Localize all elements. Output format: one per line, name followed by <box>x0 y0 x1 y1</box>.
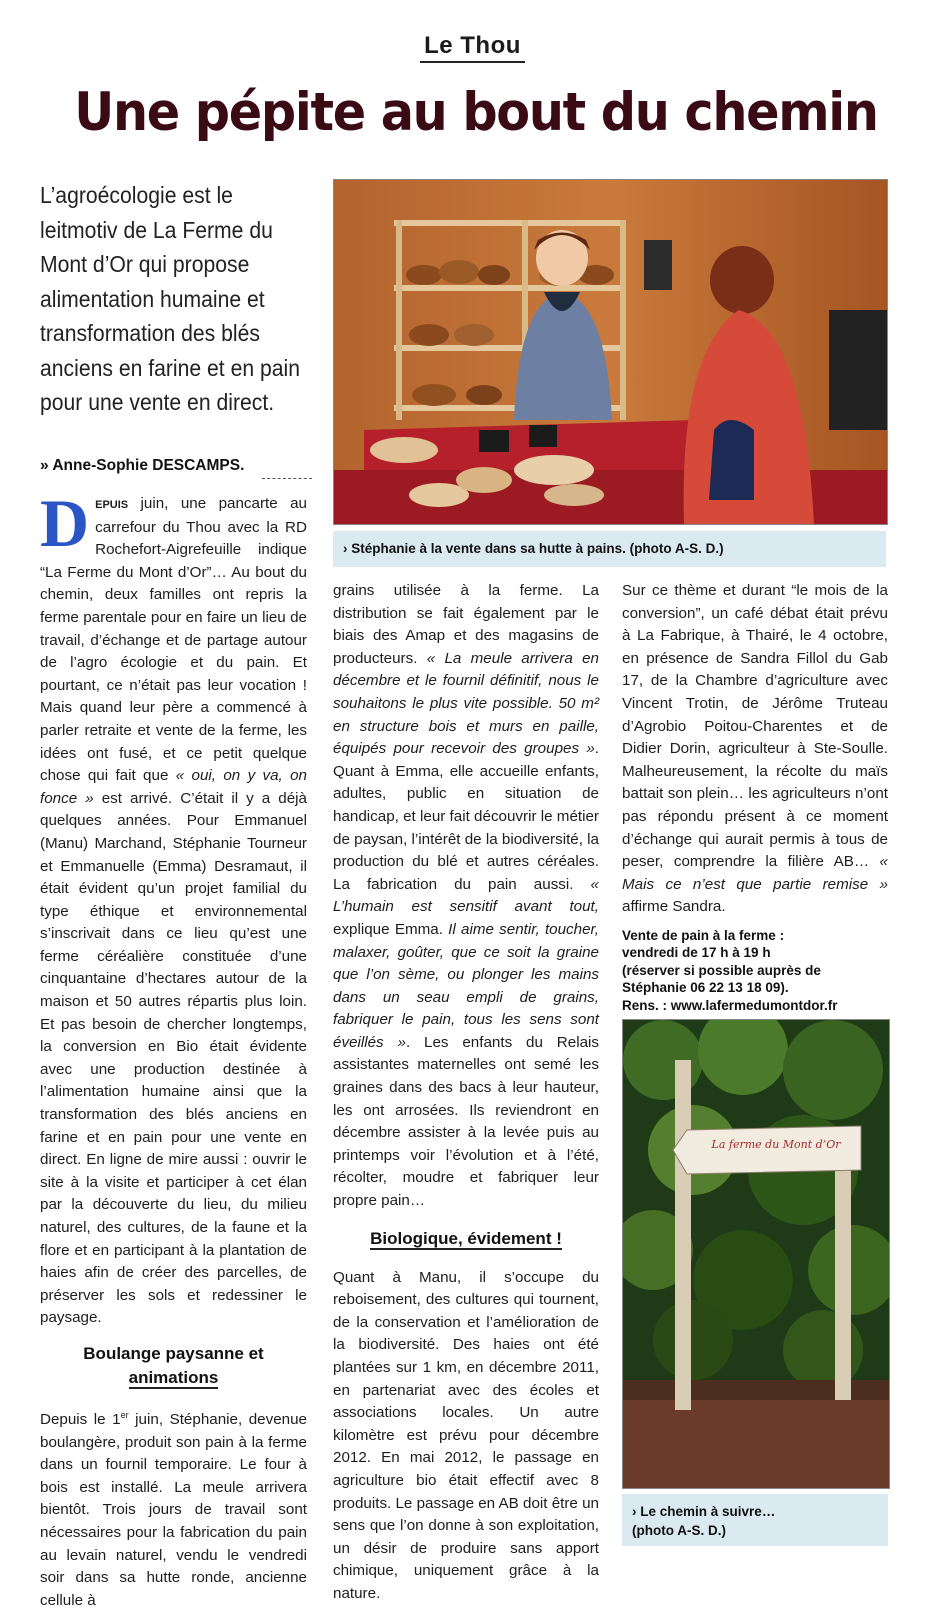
photo-sign-path <box>622 1019 890 1489</box>
col1-p2-sup: er <box>120 1409 129 1420</box>
article-column-3 <box>622 580 888 1014</box>
info-line-2: vendredi de 17 h à 19 h <box>622 945 771 961</box>
col1-p2-start: Depuis le 1 <box>40 1411 121 1429</box>
col2-text-c: explique Emma. <box>333 920 449 938</box>
dropcap: D <box>40 485 90 561</box>
col2-paragraph-2: Quant à Manu, il s’occupe du reboisement, des cultures qui tournent, de la conservation et l’amélioration de la biodiversité. Des haies ont été plantées sur 1 km, en décembre 2011, en partenariat avec des écoles et associations locales. Un autre kilomètre est prévu pour décembre 2012. En mai 2012, le passage en agriculture bio était effectif avec 8 produits. Le passage en AB doit être un sens que l’on donne à son exploitation, un désir de produire sans apport chimique, uniquement grâce à la nature. <box>333 1268 599 1602</box>
info-line-1: Vente de pain à la ferme : <box>622 927 785 943</box>
kicker-text: Le Thou <box>420 32 525 63</box>
caption-line-1: Le chemin à suivre… <box>640 1504 776 1519</box>
article-column-2 <box>333 580 599 1606</box>
col2-paragraph-1 <box>333 580 599 1213</box>
subhead-biologique-text: Biologique, évidement ! <box>370 1228 562 1248</box>
col3-paragraph-1 <box>622 580 888 919</box>
info-line-3: (réserver si possible auprès de <box>622 962 821 978</box>
subhead-biologique <box>333 1227 599 1251</box>
photo-sign-caption <box>622 1494 888 1546</box>
col1-quote: « oui, on y va, on fonce » <box>40 767 308 807</box>
dropcap-smallcaps: EPUIS <box>95 499 129 511</box>
col3-text: Sur ce thème et durant “le mois de la conversion”, un café débat était prévu à La Fabrique, à Thairé, le 4 octobre, en présence de Sandra Fillol du Gab 17, de la Chambre d’agriculture avec Vincent Trotin, de Jérôme Truteau d’Agrobio Poitou-Charentes et de Didier Dorin, agriculteur à Ste-Soulle. Malheureusement, la récolte du maïs battait son plein… les agriculteurs n’ont pas répondu présent à ce moment d’échange qui aurait permis à tous de peser, comprendre la filière AB… <box>622 582 888 871</box>
caption-marker-2: › <box>632 1504 637 1519</box>
lead-paragraph: L’agroécologie est le leitmotiv de La Ferme du Mont d’Or qui propose alimentation humaine et transformation des blés anciens en farine et en pain pour une vente en direct. <box>40 182 300 415</box>
headline: Une pépite au bout du chemin <box>74 82 878 143</box>
sign-text: La ferme du Mont d’Or <box>711 1138 841 1151</box>
col1-paragraph-2 <box>40 1404 307 1612</box>
col3-quote: « Mais ce n’est que partie remise » <box>622 853 888 893</box>
subhead-boulange-line1: Boulange paysanne et <box>83 1343 264 1363</box>
photo-bread-hut <box>333 179 888 525</box>
byline <box>40 457 244 475</box>
author-name: Anne-Sophie DESCAMPS. <box>52 457 245 474</box>
info-line-4: Stéphanie 06 22 13 18 09). <box>622 980 789 996</box>
photo-bread-hut-caption <box>333 531 886 567</box>
byline-rule <box>262 478 312 479</box>
col2-text-d: . Les enfants du Relais assistantes maternelles ont semé les graines dans des bacs à leur hauteur, les ont arrosées. Ils reviendront en décembre assister à la levée puis au printemps voir l’évolution et à l’été, récolter, moudre et fabriquer leur propre pain… <box>333 1033 599 1210</box>
subhead-boulange <box>40 1342 307 1390</box>
subhead-boulange-line2: animations <box>128 1367 219 1387</box>
col1-p2-text: juin, Stéphanie, devenue boulangère, produit son pain à la ferme dans un fournil temporaire. Le four à bois est installé. La meule arrivera bientôt. Trois jours de travail sont nécessaires pour la fabrication du pain au levain naturel, vendu le vendredi soir dans sa hutte ronde, ancienne cellule à <box>40 1411 308 1609</box>
col2-text-a: grains utilisée à la ferme. La distribution se fait également par le biais des Amap et des magasins de producteurs. <box>333 582 599 667</box>
info-box <box>622 927 888 1015</box>
byline-marker: » <box>40 457 49 474</box>
col1-text: juin, une pancarte au carrefour du Thou avec la RD Rochefort-Aigrefeuille indique “La Ferme du Mont d’Or”… Au bout du chemin, deux familles ont repris la ferme parentale pour en faire un lieu de travail, d’échange et de partage autour de l’agro écologie et du pain. Et pourtant, ce n’était pas leur vocation ! Mais quand leur père a commencé à parler retraite et vente de la ferme, les idées ont fusé, et ce petit quelque chose qui fait que <box>40 495 307 785</box>
bread-hut-photo-image <box>334 180 887 524</box>
col2-quote-1: « La meule arrivera en décembre et le fournil définitif, nous le souhaitons le plus vite possible. 50 m² en structure bois et murs en paille, équipés pour recevoir des groupes » <box>333 649 599 758</box>
caption-line-2: (photo A-S. D.) <box>632 1523 726 1538</box>
col2-text-b: . Quant à Emma, elle accueille enfants, adultes, public en situation de handicap, et leur fait découvrir le métier de paysan, l’intérêt de la biodiversité, la production du blé et autres céréales. La fabrication du pain aussi. <box>333 740 599 893</box>
col1-text-end: est arrivé. C’était il y a déjà quelques années. Pour Emmanuel (Manu) Marchand, Stéphanie Tourneur et Emmanuelle (Emma) Desramaut, il était évident qu’un projet familial du type éthique et environnemental s’inscrivait dans ce lieu qu’est une ferme céréalière constituée d’une cinquantaine d’hectares autour de la maison et 50 autres répartis plus loin. Et pas besoin de chercher longtemps, la conversion en Bio était évidente avec une production destinée à l’alimentation humaine ainsi que la transformation des blés anciens en farine et en pain pour une vente en direct. En ligne de mire aussi : ouvrir le site à la visite et participer à cet élan par la découverte du lieu, du milieu naturel, des cultures, de la faune et la flore et en participant à la plantation de haies afin de créer des parcelles, de préserver les sols et redessiner le paysage. <box>40 789 307 1327</box>
col1-paragraph-1 <box>40 485 308 1330</box>
article-column-1 <box>40 485 308 1612</box>
sign-path-photo-image <box>623 1020 889 1488</box>
col3-text-end: affirme Sandra. <box>622 898 726 916</box>
col2-quote-3: Il aime sentir, toucher, malaxer, goûter, que ce soit la graine que l’on sème, ou plonger les mains dans un seau empli de grains, fabriquer le pain, tous les sens sont éveillés » <box>333 920 599 1051</box>
info-website: Rens. : www.lafermedumontdor.fr <box>622 997 838 1013</box>
section-kicker <box>0 32 945 60</box>
caption-text: Stéphanie à la vente dans sa hutte à pains. (photo A-S. D.) <box>351 541 724 556</box>
caption-marker: › <box>343 541 348 556</box>
col2-quote-2: « L’humain est sensitif avant tout, <box>333 875 599 916</box>
